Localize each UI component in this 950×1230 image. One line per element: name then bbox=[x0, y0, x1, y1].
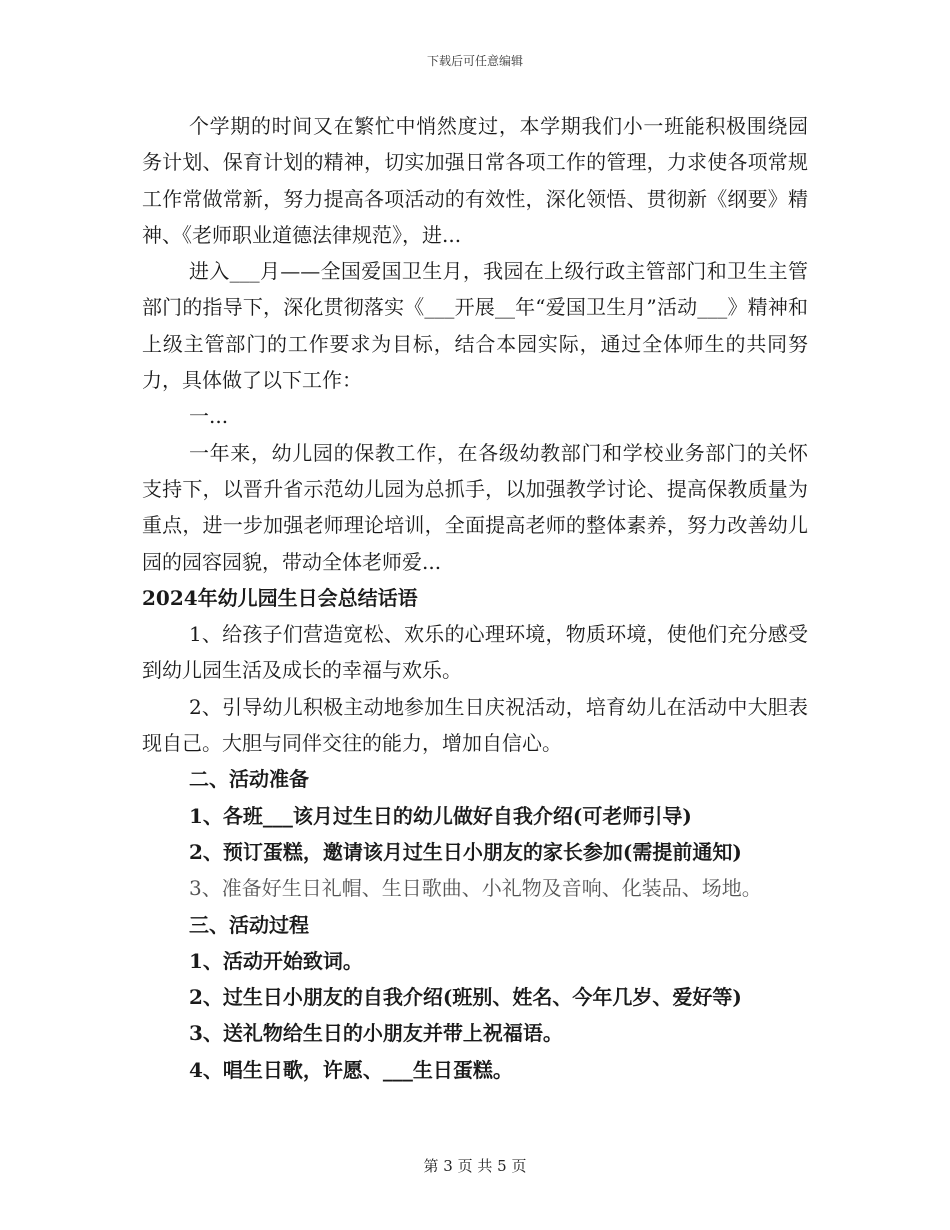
process-item-1: 1、活动开始致词。 bbox=[189, 948, 363, 973]
prep-item-1: 1、各班___该月过生日的幼儿做好自我介绍(可老师引导) bbox=[189, 803, 692, 828]
document-body bbox=[142, 108, 808, 1088]
process-item-2: 2、过生日小朋友的自我介绍(班别、姓名、今年几岁、爱好等) bbox=[189, 985, 742, 1010]
goal-item-2: 2、引导幼儿积极主动地参加生日庆祝活动，培育幼儿在活动中大胆表现自己。大胆与同伴交往的能力，增加自信心。 bbox=[142, 694, 808, 756]
process-item-4: 4、唱生日歌，许愿、___生日蛋糕。 bbox=[189, 1057, 513, 1082]
page-header: 下载后可任意编辑 bbox=[426, 54, 523, 68]
paragraph-hygiene-month: 进入___月——全国爱国卫生月，我园在上级行政主管部门和卫生主管部门的指导下，深化贯彻落实《___开展__年“爱国卫生月”活动___》精神和上级主管部门的工作要求为目标，结合本园实际，通过全体师生的共同努力，具体做了以下工作： bbox=[142, 259, 808, 393]
paragraph-ellipsis: 一... bbox=[189, 404, 229, 429]
paragraph-annual-work: 一年来，幼儿园的保教工作，在各级幼教部门和学校业务部门的关怀支持下，以晋升省示范幼儿园为总抓手，以加强教学讨论、提高保教质量为重点，进一步加强老师理论培训，全面提高老师的整体素养，努力改善幼儿园的园容园貌，带动全体老师爱... bbox=[142, 440, 808, 574]
prep-item-2: 2、预订蛋糕，邀请该月过生日小朋友的家长参加(需提前通知) bbox=[189, 839, 742, 864]
document-title: 2024年幼儿园生日会总结话语 bbox=[142, 585, 418, 610]
section-heading-process: 三、活动过程 bbox=[189, 912, 309, 937]
process-item-3: 3、送礼物给生日的小朋友并带上祝福语。 bbox=[189, 1021, 563, 1046]
page-number: 第 3 页 共 5 页 bbox=[423, 1157, 527, 1175]
paragraph-semester-summary: 个学期的时间又在繁忙中悄然度过，本学期我们小一班能积极围绕园务计划、保育计划的精神，切实加强日常各项工作的管理，力求使各项常规工作常做常新，努力提高各项活动的有效性，深化领悟、贯彻新《纲要》精神、《老师职业道德法律规范》，进... bbox=[142, 114, 808, 247]
goal-item-1: 1、给孩子们营造宽松、欢乐的心理环境，物质环境，使他们充分感受到幼儿园生活及成长的幸福与欢乐。 bbox=[142, 622, 808, 683]
section-heading-preparation: 二、活动准备 bbox=[189, 767, 309, 792]
prep-item-3: 3、准备好生日礼帽、生日歌曲、小礼物及音响、化装品、场地。 bbox=[189, 876, 762, 901]
